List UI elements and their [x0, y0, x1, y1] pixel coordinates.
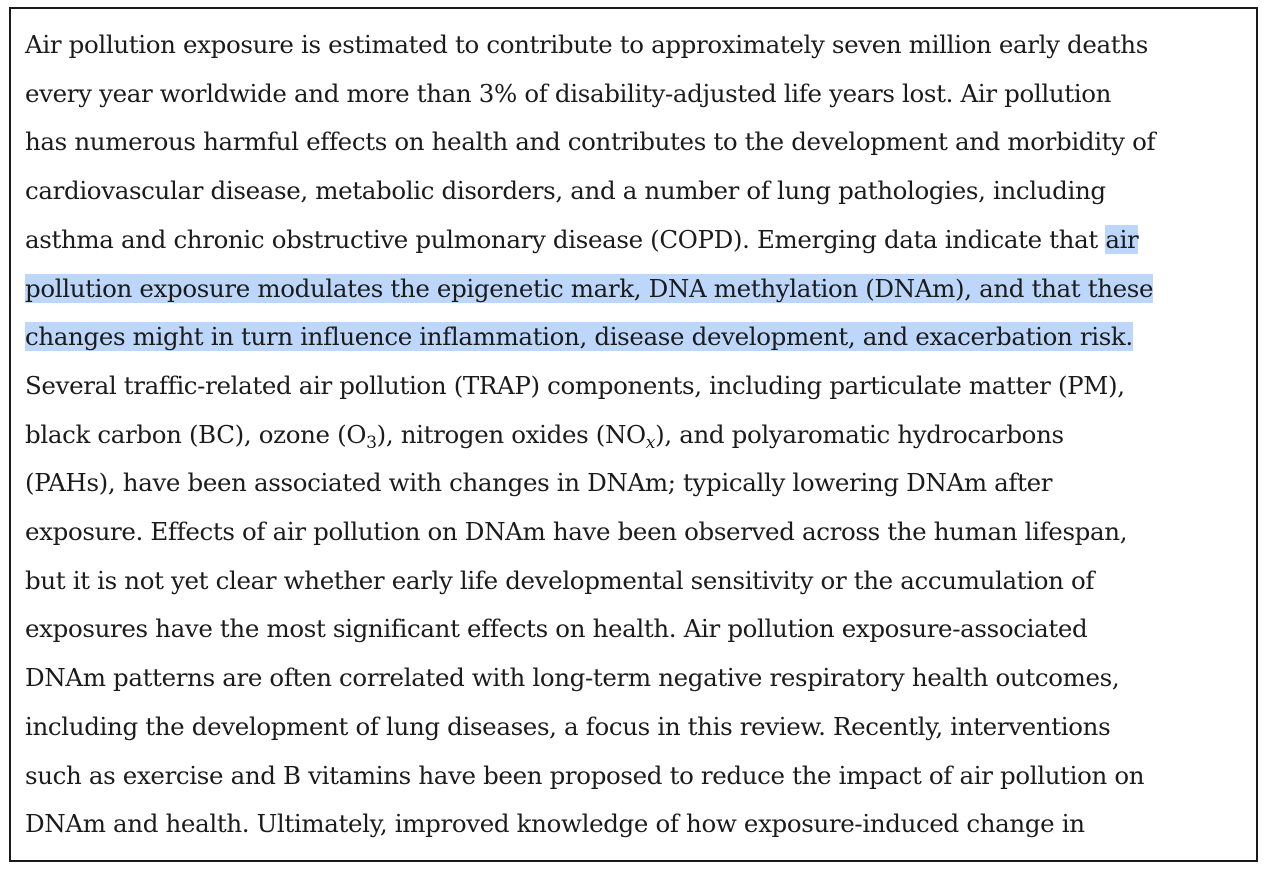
- text-selection-highlight[interactable]: changes might in turn influence inflammation, disease development, and exacerbation risk.: [25, 322, 1133, 352]
- text-line: [25, 508, 1247, 557]
- text-line: [25, 118, 1247, 167]
- line-text: Several traffic-related air pollution (TRAP) components, including particulate matter (PM),: [25, 370, 1125, 400]
- text-line: [25, 654, 1247, 703]
- line-text: (PAHs), have been associated with changes in DNAm; typically lowering DNAm after: [25, 468, 1053, 498]
- text-line: [25, 557, 1247, 606]
- abstract-paragraph[interactable]: [25, 21, 1247, 849]
- line-text: Air pollution exposure is estimated to contribute to approximately seven million early deaths: [25, 30, 1148, 59]
- text-line: [25, 459, 1247, 508]
- text-selection-highlight[interactable]: pollution exposure modulates the epigenetic mark, DNA methylation (DNAm), and that these: [25, 273, 1154, 303]
- line-text: ), nitrogen oxides (NO: [376, 419, 646, 449]
- line-text: black carbon (BC), ozone (O: [25, 419, 367, 449]
- text-line: [25, 362, 1247, 411]
- text-selection-highlight[interactable]: air: [1105, 224, 1139, 254]
- line-text: has numerous harmful effects on health and contributes to the development and morbidity of: [25, 127, 1156, 157]
- line-text: cardiovascular disease, metabolic disorders, and a number of lung pathologies, including: [25, 176, 1106, 206]
- ozone-subscript: 3: [366, 432, 377, 453]
- text-line: [25, 703, 1247, 752]
- text-line: [25, 411, 1247, 460]
- line-text: DNAm and health. Ultimately, improved knowledge of how exposure-induced change in: [25, 809, 1085, 839]
- line-text: exposure. Effects of air pollution on DNAm have been observed across the human lifespan,: [25, 517, 1128, 547]
- nox-subscript: x: [645, 432, 656, 453]
- text-line: [25, 21, 1247, 70]
- line-text: ), and polyaromatic hydrocarbons: [655, 419, 1064, 449]
- line-text: but it is not yet clear whether early life developmental sensitivity or the accumulation of: [25, 565, 1095, 595]
- text-line: [25, 752, 1247, 801]
- text-line: [25, 70, 1247, 119]
- abstract-frame: [9, 7, 1258, 862]
- line-text: asthma and chronic obstructive pulmonary disease (COPD). Emerging data indicate that: [25, 224, 1106, 254]
- text-line: [25, 265, 1247, 314]
- text-line: [25, 313, 1247, 362]
- line-text: DNAm patterns are often correlated with long-term negative respiratory health outcomes,: [25, 663, 1120, 693]
- line-text: exposures have the most significant effects on health. Air pollution exposure-associated: [25, 614, 1088, 644]
- line-text: including the development of lung diseases, a focus in this review. Recently, interventions: [25, 711, 1111, 741]
- text-line: [25, 216, 1247, 265]
- line-text: every year worldwide and more than 3% of disability-adjusted life years lost. Air pollution: [25, 78, 1112, 108]
- text-line: [25, 167, 1247, 216]
- text-line: [25, 605, 1247, 654]
- line-text: such as exercise and B vitamins have been proposed to reduce the impact of air pollution on: [25, 760, 1145, 790]
- text-line: [25, 800, 1247, 849]
